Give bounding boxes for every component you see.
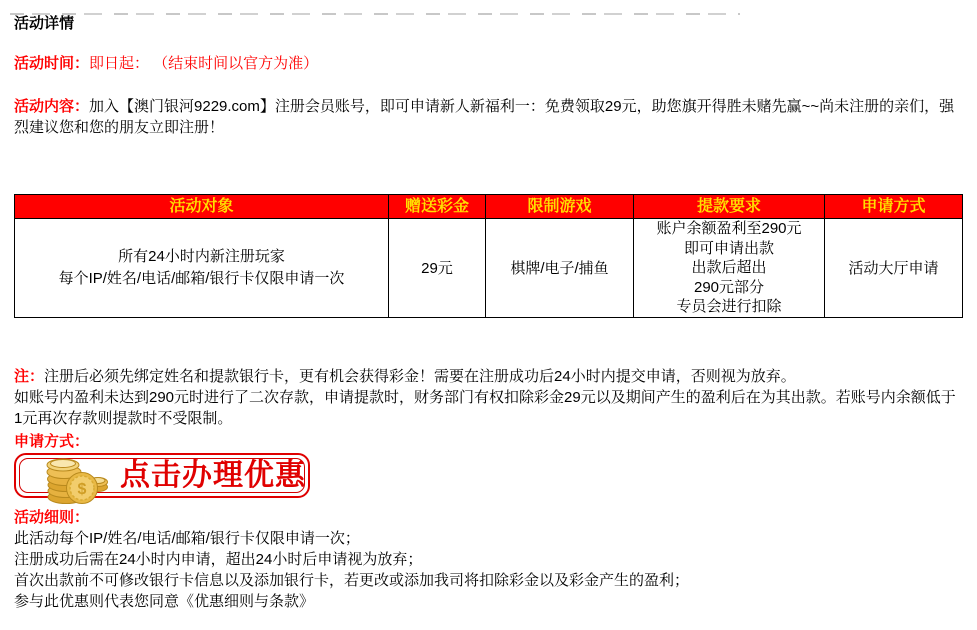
activity-content-text: 加入【澳门银河9229.com】注册会员账号，即可申请新人新福利一：免费领取29元，助您旗开得胜未赌先赢~~尚未注册的亲们，强烈建议您和您的朋友立即注册！ bbox=[14, 98, 955, 136]
apply-promo-button-label: 点击办理优惠 bbox=[120, 459, 306, 492]
activity-content-label: 活动内容： bbox=[14, 98, 90, 115]
note-text-1: 注册后必须先绑定姓名和提款银行卡，更有机会获得彩金！需要在注册成功后24小时内提交申请，否则视为放弃。 bbox=[44, 368, 796, 385]
withdraw-line-5: 专员会进行扣除 bbox=[676, 298, 782, 316]
page-title: 活动详情 bbox=[14, 15, 75, 32]
note-line-1 bbox=[14, 366, 963, 387]
promo-page bbox=[0, 13, 977, 612]
withdraw-line-3: 出款后超出 bbox=[691, 259, 767, 277]
cell-withdraw bbox=[634, 219, 825, 318]
cell-target bbox=[15, 219, 389, 318]
withdraw-line-1: 账户余额盈利至290元 bbox=[656, 220, 802, 238]
activity-time-label: 活动时间： bbox=[14, 55, 90, 72]
apply-method-label: 申请方式： bbox=[14, 433, 90, 450]
target-line-2: 每个IP/姓名/电话/邮箱/银行卡仅限申请一次 bbox=[58, 270, 345, 287]
rules-label: 活动细则： bbox=[14, 509, 90, 526]
header-games: 限制游戏 bbox=[486, 195, 634, 219]
note-block bbox=[14, 366, 963, 429]
activity-time-value: 即日起： （结束时间以官方为准） bbox=[89, 55, 319, 72]
header-withdraw: 提款要求 bbox=[634, 195, 825, 219]
header-bonus: 赠送彩金 bbox=[389, 195, 486, 219]
cell-games: 棋牌/电子/捕鱼 bbox=[486, 219, 634, 318]
apply-promo-button[interactable] bbox=[14, 453, 310, 498]
rule-item-4: 参与此优惠则代表您同意《优惠细则与条款》 bbox=[14, 593, 315, 610]
note-line-2: 如账号内盈利未达到290元时进行了二次存款，申请提款时，财务部门有权扣除彩金29元以及期间产生的盈利后在为其出款。若账号内余额低于1元再次存款则提款时不受限制。 bbox=[14, 389, 956, 427]
activity-time-line bbox=[14, 53, 963, 74]
rule-item-2: 注册成功后需在24小时内申请，超出24小时后申请视为放弃； bbox=[14, 551, 423, 568]
target-line-1: 所有24小时内新注册玩家 bbox=[118, 248, 285, 265]
cell-apply: 活动大厅申请 bbox=[825, 219, 963, 318]
note-label: 注： bbox=[14, 368, 45, 385]
clipped-text-top bbox=[10, 13, 740, 15]
withdraw-line-2: 即可申请出款 bbox=[683, 239, 774, 257]
svg-text:$: $ bbox=[77, 481, 87, 498]
header-apply: 申请方式 bbox=[825, 195, 963, 219]
rule-item-3: 首次出款前不可修改银行卡信息以及添加银行卡，若更改或添加我司将扣除彩金以及彩金产生的盈利； bbox=[14, 572, 690, 589]
withdraw-line-4: 290元部分 bbox=[693, 278, 765, 296]
cell-bonus: 29元 bbox=[389, 219, 486, 318]
header-target: 活动对象 bbox=[15, 195, 389, 219]
table-row bbox=[15, 219, 963, 318]
activity-content-paragraph bbox=[14, 96, 963, 138]
rule-item-1: 此活动每个IP/姓名/电话/邮箱/银行卡仅限申请一次； bbox=[14, 530, 360, 547]
table-header-row bbox=[15, 195, 963, 219]
promo-table bbox=[14, 194, 963, 318]
gold-coins-icon bbox=[44, 451, 108, 509]
